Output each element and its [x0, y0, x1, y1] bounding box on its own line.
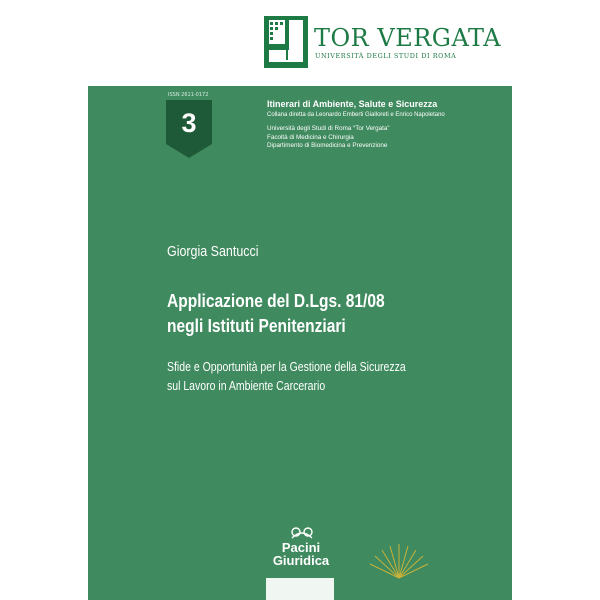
cover-header	[88, 0, 512, 86]
logo-title: TOR VERGATA	[314, 24, 502, 52]
series-number: 3	[181, 108, 197, 138]
series-info	[267, 99, 507, 151]
book-title	[167, 288, 385, 338]
publisher-emblem-icon	[290, 526, 314, 540]
affiliation-faculty: Facoltà di Medicina e Chirurgia	[267, 133, 354, 141]
publisher-name-line2: Giuridica	[272, 553, 330, 568]
series-affiliation	[267, 125, 507, 151]
logo-subtitle: UNIVERSITÀ DEGLI STUDI DI ROMA	[315, 52, 457, 60]
series-title: Itinerari di Ambiente, Salute e Sicurezza	[267, 99, 438, 109]
book-subtitle	[167, 358, 406, 396]
book-subtitle-line: Sfide e Opportunità per la Gestione della Sicurezza	[167, 360, 406, 374]
footer-white-strip	[266, 578, 334, 600]
publisher-name-line1: Pacini	[281, 540, 321, 555]
book-author: Giorgia Santucci	[167, 244, 259, 260]
book-title-line: Applicazione del D.Lgs. 81/08	[167, 290, 385, 311]
wheat-spikes-icon	[366, 540, 432, 580]
affiliation-university: Università degli Studi di Roma “Tor Vergata”	[267, 125, 390, 132]
university-logo-icon	[264, 16, 308, 68]
affiliation-department: Dipartimento di Biomedicina e Prevenzione	[267, 142, 388, 150]
issn: ISSN 2611-0172	[168, 92, 209, 98]
book-title-line: negli Istituti Penitenziari	[167, 315, 346, 336]
book-cover	[88, 0, 512, 600]
book-subtitle-line: sul Lavoro in Ambiente Carcerario	[167, 379, 326, 393]
series-editors: Collana diretta da Leonardo Emberti Gialloreti e Enrico Napoletano	[267, 112, 445, 118]
